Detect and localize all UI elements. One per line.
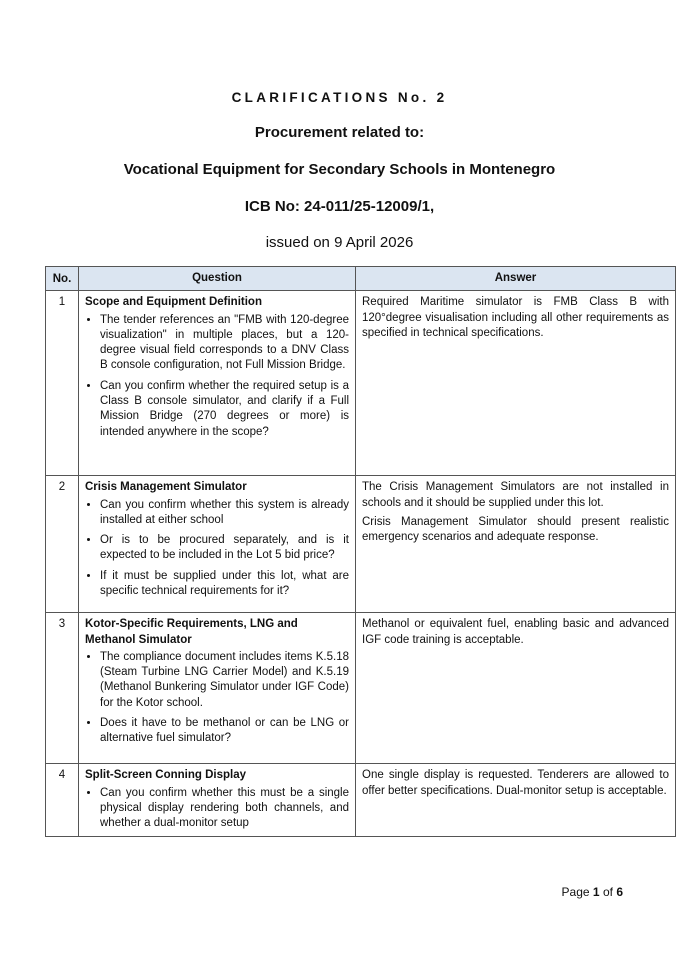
question-cell xyxy=(79,476,356,613)
procurement-label: Procurement related to: xyxy=(254,124,425,141)
page-current: 1 xyxy=(592,885,600,899)
question-title: Kotor-Specific Requirements, LNG and Methanol Simulator xyxy=(85,618,298,646)
table-row xyxy=(46,613,676,764)
question-title: Scope and Equipment Definition xyxy=(85,296,262,309)
row-number: 2 xyxy=(46,476,79,613)
question-bullets xyxy=(85,313,349,440)
question-bullet: • Can you confirm whether the required setup is a Class B console simulator, and clarify if a Full Mission Bridge (270 degrees or more) is intended anywhere in the scope? xyxy=(100,379,349,440)
question-bullet: • The compliance document includes items K.5.18 (Steam Turbine LNG Carrier Model) and K.5.19 (Methanol Bunkering Simulator under IGF Code) for the Kotor school. xyxy=(100,650,349,711)
question-bullet: • Does it have to be methanol or can be LNG or alternative fuel simulator? xyxy=(100,716,349,747)
clarifications-table xyxy=(45,266,676,837)
page-of: of xyxy=(602,885,613,899)
question-cell xyxy=(79,764,356,837)
page-total: 6 xyxy=(616,885,623,899)
table-row xyxy=(46,476,676,613)
table-header-row xyxy=(46,267,676,291)
question-bullet: • The tender references an "FMB with 120-degree visualization" in multiple places, but a 120-degree visual field corresponds to a DNV Class B console configuration, not Full Mission Bridge. xyxy=(100,313,349,374)
answer-text: Methanol or equivalent fuel, enabling basic and advanced IGF code training is acceptable. xyxy=(362,618,669,646)
answer-text: Crisis Management Simulator should present realistic emergency scenarios and adequate response. xyxy=(362,515,669,544)
row-number: 4 xyxy=(46,764,79,837)
question-cell xyxy=(79,291,356,476)
table-row xyxy=(46,291,676,476)
answer-text: Required Maritime simulator is FMB Class B with 120°degree visualisation including all other requirements as specified in technical specifications. xyxy=(362,296,669,339)
answer-text: The Crisis Management Simulators are not installed in schools and it should be supplied under this lot. xyxy=(362,481,669,509)
issue-date: issued on 9 April 2026 xyxy=(265,234,414,251)
answer-cell xyxy=(356,291,676,476)
question-bullets xyxy=(85,498,349,600)
page-label: Page xyxy=(561,885,590,899)
question-bullets xyxy=(85,650,349,747)
question-bullet: • Or is to be procured separately, and is it expected to be included in the Lot 5 bid price? xyxy=(100,533,349,564)
question-bullet: • If it must be supplied under this lot, what are specific technical requirements for it? xyxy=(100,569,349,600)
answer-text: One single display is requested. Tenderers are allowed to offer better specifications. Dual-monitor setup is acceptable. xyxy=(362,769,669,797)
page-number xyxy=(562,885,623,899)
document-title: CLARIFICATIONS No. 2 xyxy=(231,90,448,105)
column-header-question: Question xyxy=(79,267,356,291)
question-bullet: • Can you confirm whether this must be a single physical display rendering both channels, and whether a dual-monitor setup xyxy=(100,786,349,832)
question-bullets xyxy=(85,786,349,832)
column-header-answer: Answer xyxy=(356,267,676,291)
answer-cell xyxy=(356,476,676,613)
table-row xyxy=(46,764,676,837)
question-bullet: • Can you confirm whether this system is already installed at either school xyxy=(100,498,349,529)
question-title: Crisis Management Simulator xyxy=(85,481,247,494)
answer-cell xyxy=(356,764,676,837)
row-number: 3 xyxy=(46,613,79,764)
column-header-no: No. xyxy=(46,267,79,291)
icb-number: ICB No: 24-011/25-12009/1, xyxy=(244,198,435,215)
question-title: Split-Screen Conning Display xyxy=(85,769,247,782)
row-number: 1 xyxy=(46,291,79,476)
project-name: Vocational Equipment for Secondary Schools in Montenegro xyxy=(123,161,556,178)
answer-cell xyxy=(356,613,676,764)
question-cell xyxy=(79,613,356,764)
